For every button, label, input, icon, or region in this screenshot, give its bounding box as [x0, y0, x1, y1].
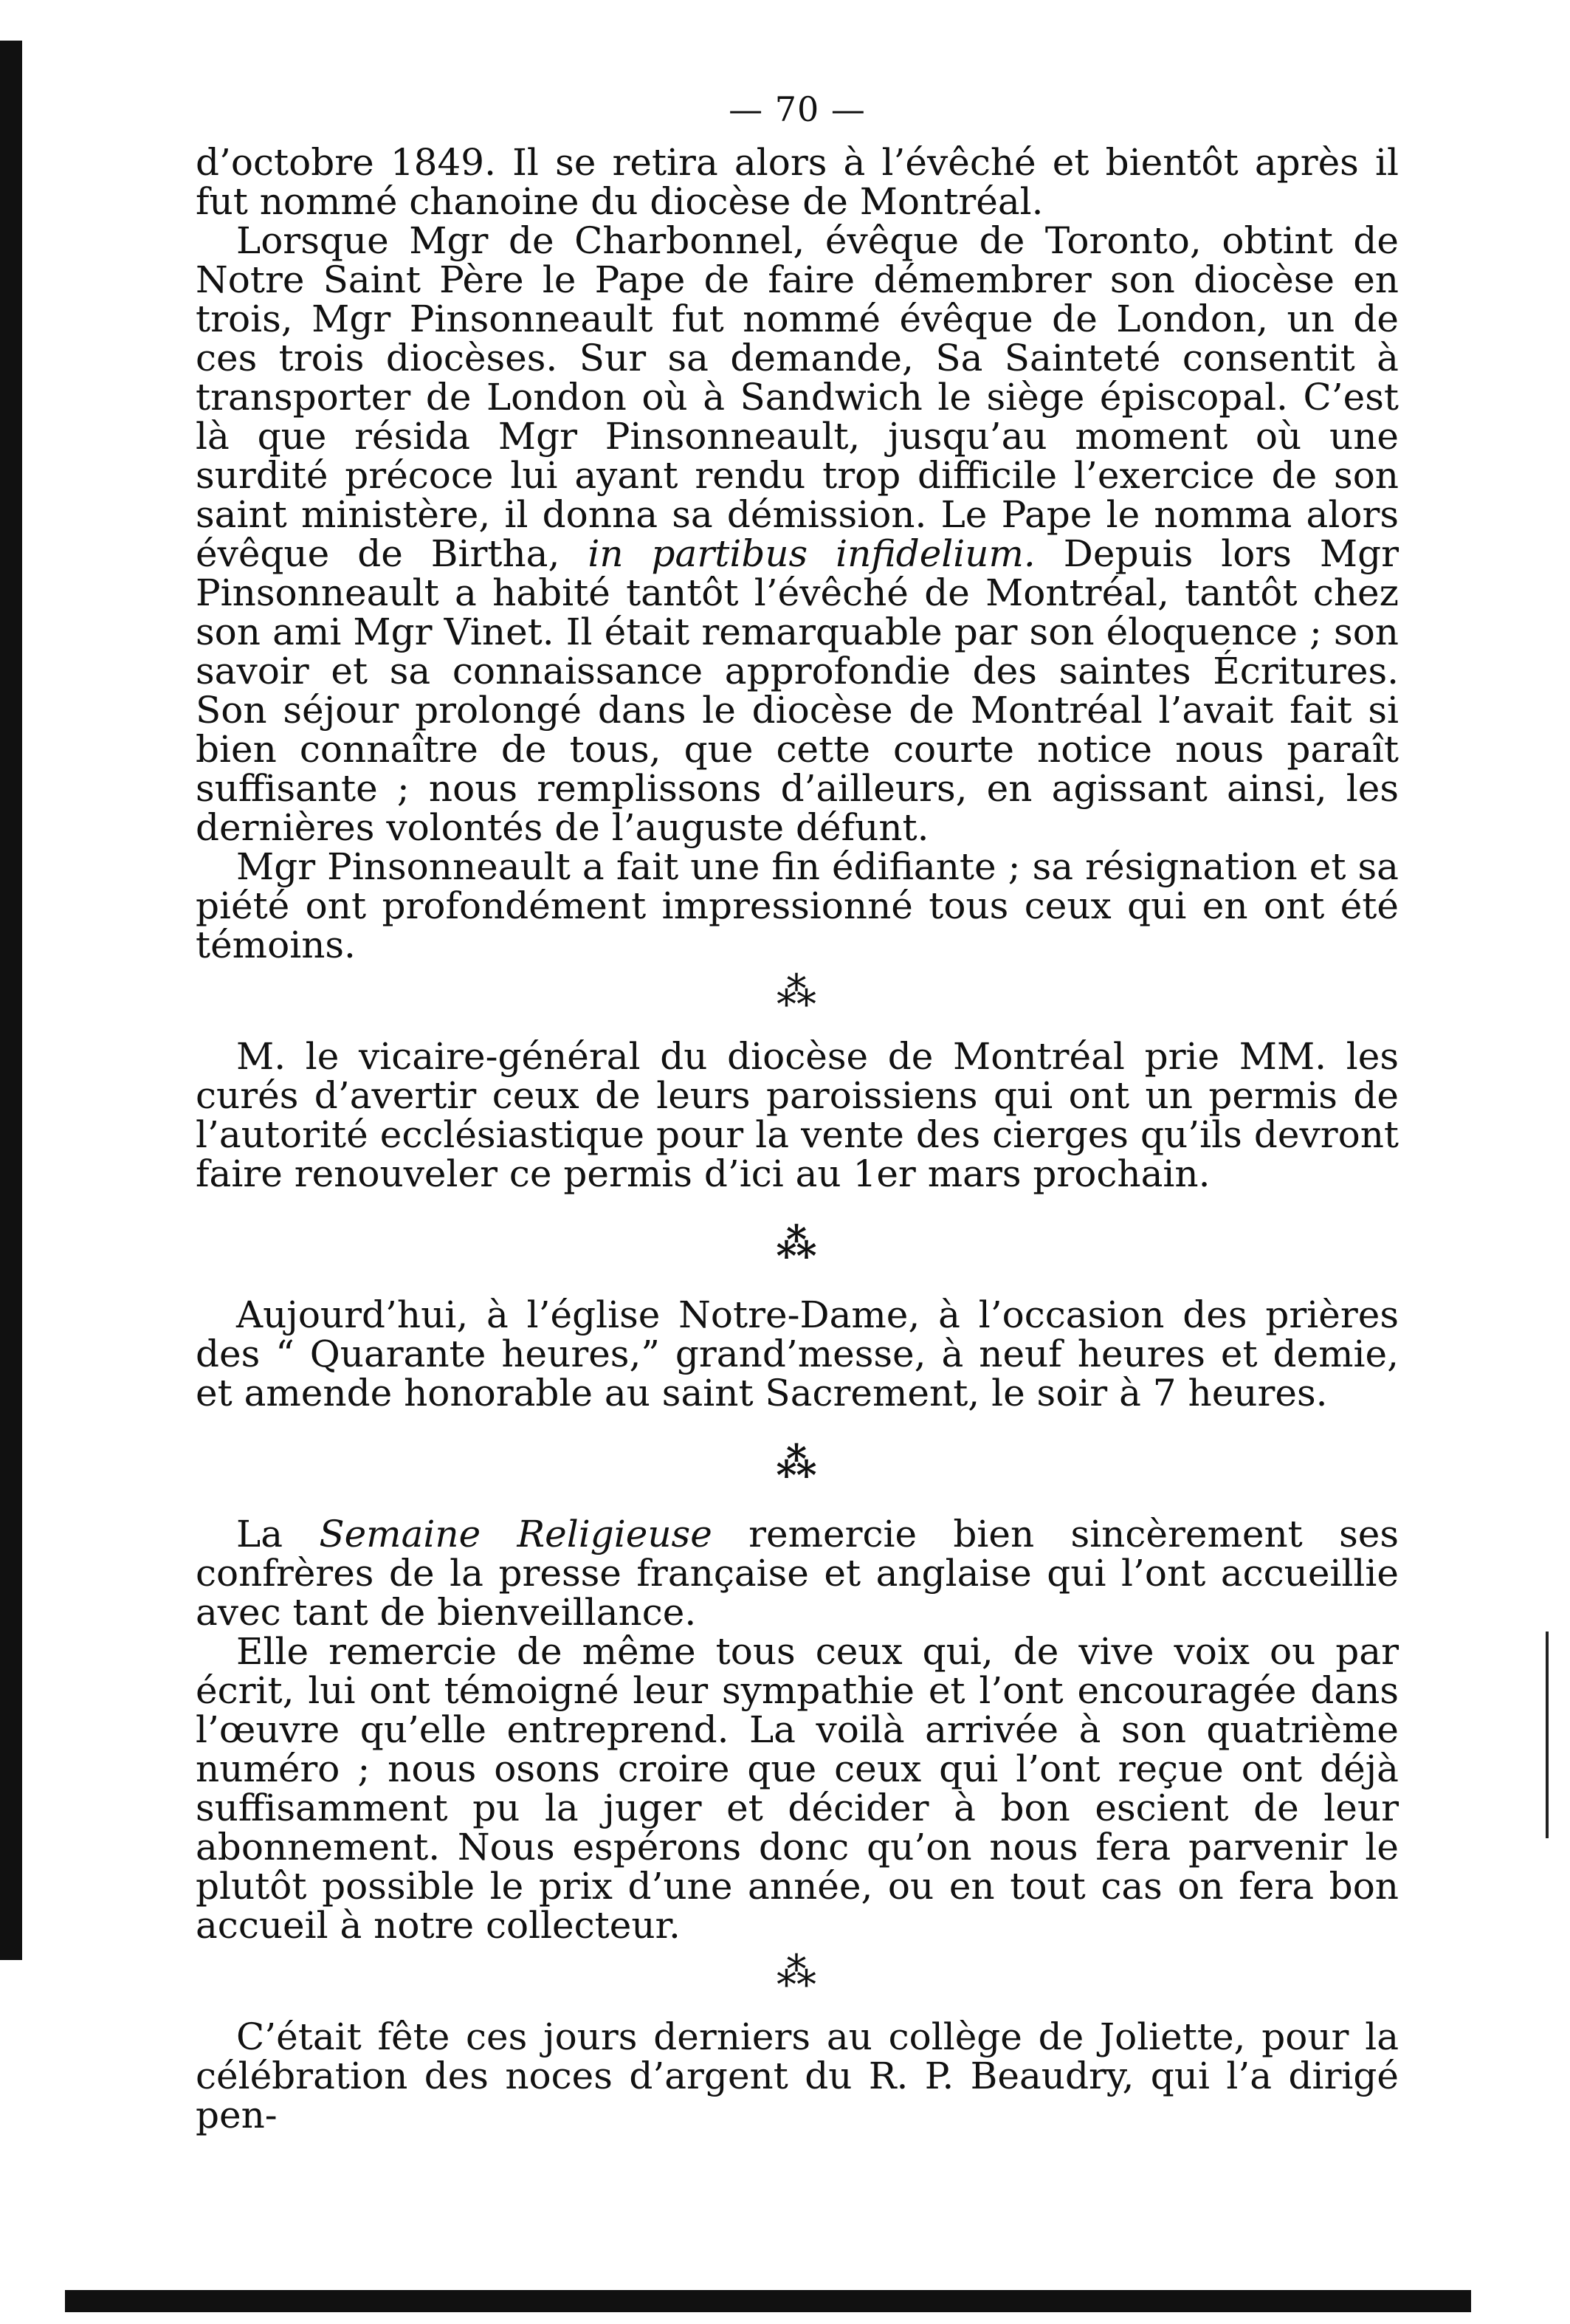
paragraph-2-text: Lorsque Mgr de Charbonnel, évêque de Toronto, obtint de Notre Saint Père le Pape de faire démembrer son diocèse en trois, Mgr Pinsonneault fut nommé évêque de London, un de ces trois diocèses. Sur sa demande, Sa Sainteté consentit à transporter de London où à Sandwich le siège épiscopal. C’est là que résida Mgr Pinsonneault, jusqu’au moment où une surdité précoce lui ayant rendu trop difficile l’exercice de son saint ministère, il donna sa démission. Le Pape le nomma alors évêque de Birtha, — [196, 219, 1399, 575]
page-number: — 70 — — [729, 89, 866, 129]
page-content — [196, 89, 1399, 2135]
paragraph-2-italic: in partibus infidelium. — [588, 532, 1036, 575]
asterism-4: ⁂ — [777, 1949, 818, 1995]
paragraph-7: Elle remercie de même tous ceux qui, de vive voix ou par écrit, lui ont témoigné leur sympathie et l’ont encouragée dans l’œuvre qu’elle entreprend. La voilà arrivée à son quatrième numéro ; nous osons croire que ceux qui l’ont reçue ont déjà suffisamment pu la juger et décider à bon escient de leur abonnement. Nous espérons donc qu’on nous fera parvenir le plutôt possible le prix d’une année, ou en tout cas on fera bon accueil à notre collecteur. — [196, 1630, 1399, 1947]
asterism-3: ⁂ — [776, 1439, 819, 1486]
asterism-2: ⁂ — [776, 1220, 819, 1267]
paragraph-1: d’octobre 1849. Il se retira alors à l’évêché et bientôt après il fut nommé chanoine du diocèse de Montréal. — [196, 141, 1399, 223]
paragraph-6-start: La — [236, 1513, 320, 1555]
paragraph-6-italic: Semaine Religieuse — [319, 1513, 712, 1555]
paragraph-3: Mgr Pinsonneault a fait une fin édifiante ; sa résignation et sa piété ont profondément impressionné tous ceux qui en ont été témoins. — [196, 845, 1399, 966]
asterism-1: ⁂ — [777, 969, 818, 1015]
paragraph-8: C’était fête ces jours derniers au collège de Joliette, pour la célébration des noces d’argent du R. P. Beaudry, qui l’a dirigé pen- — [196, 2015, 1399, 2136]
scan-border-left — [0, 41, 22, 1960]
paragraph-6 — [196, 1515, 1399, 1632]
scan-mark-right — [1546, 1632, 1549, 1838]
paragraph-2-rest: Depuis lors Mgr Pinsonneault a habité tantôt l’évêché de Montréal, tantôt chez son ami Mgr Vinet. Il était remarquable par son éloquence ; son savoir et sa connaissance approfondie des saintes Écritures. Son séjour prolongé dans le diocèse de Montréal l’avait fait si bien connaître de tous, que cette courte notice nous paraît suffisante ; nous remplissons d’ailleurs, en agissant ainsi, les dernières volontés de l’auguste défunt. — [196, 532, 1399, 849]
paragraph-4: M. le vicaire-général du diocèse de Montréal prie MM. les curés d’avertir ceux de leurs paroissiens qui ont un permis de l’autorité ecclésiastique pour la vente des cierges qu’ils devront faire renouveler ce permis d’ici au 1er mars prochain. — [196, 1035, 1399, 1195]
paragraph-5: Aujourd’hui, à l’église Notre-Dame, à l’occasion des prières des “ Quarante heures,” grand’messe, à neuf heures et demie, et amende honorable au saint Sacrement, le soir à 7 heures. — [196, 1293, 1399, 1414]
paragraph-6-rest: remercie bien sincèrement ses confrères de la presse française et anglaise qui l’ont accueillie avec tant de bienveillance. — [196, 1513, 1399, 1634]
paragraph-2 — [196, 221, 1399, 848]
scan-border-bottom — [65, 2290, 1471, 2312]
